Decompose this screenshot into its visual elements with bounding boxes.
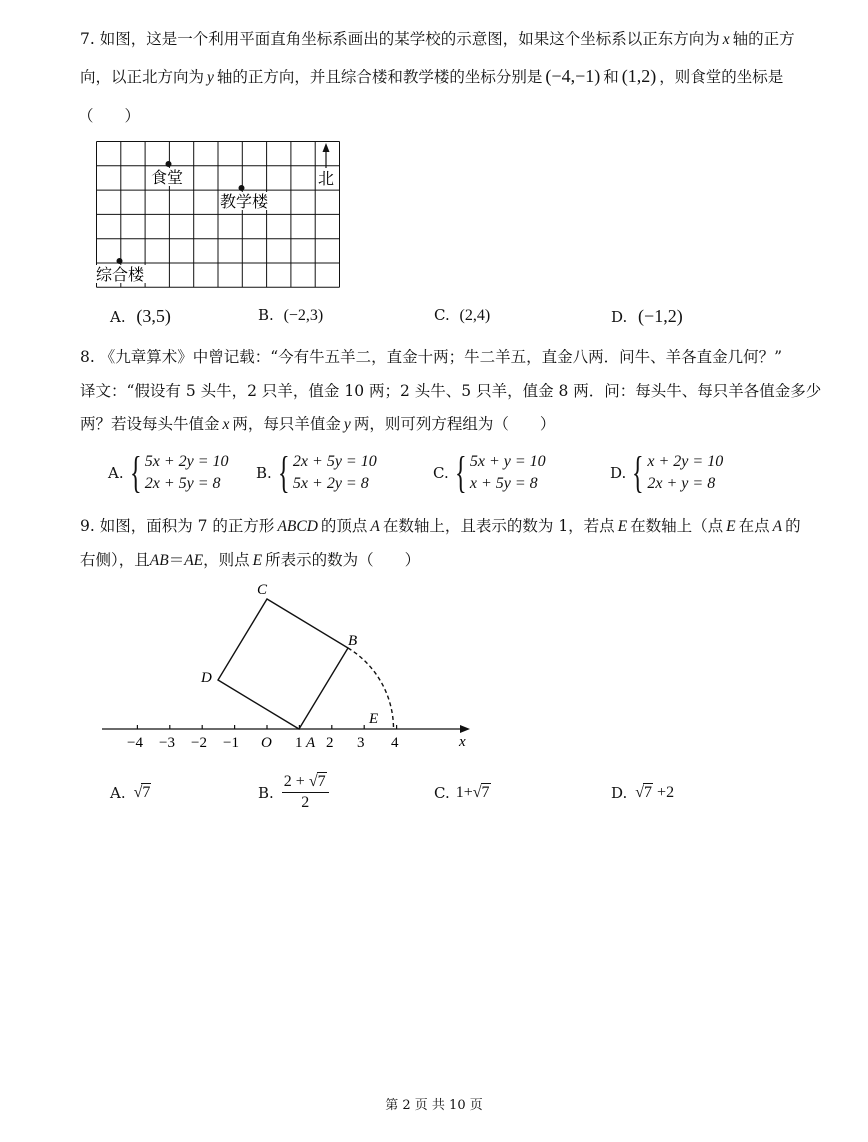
q8-text: 两，则可列方程组为（ ）: [353, 415, 556, 433]
complex-building-label: 综合楼: [96, 267, 145, 284]
q9-text: 的: [785, 517, 801, 535]
x-axis-arrow: [460, 725, 470, 733]
tick-label: −1: [223, 735, 239, 751]
equation-1: 5x + 2y = 10: [144, 453, 229, 470]
segment-ab: AB: [149, 552, 169, 569]
q9-text: 9. 如图，面积为 7 的正方形: [80, 517, 275, 535]
option-label: C.: [434, 306, 450, 324]
label-c: C: [257, 582, 268, 598]
tick-label: −4: [127, 735, 143, 751]
equation-2: x + 5y = 8: [469, 475, 538, 492]
sqrt-expression: √7: [635, 784, 653, 801]
denominator: 2: [301, 794, 310, 811]
radicand: 7: [317, 773, 326, 790]
equation-1: x + 2y = 10: [647, 453, 724, 470]
canteen-point: [166, 161, 172, 167]
q7-bracket: （ ）: [78, 107, 141, 125]
label-o: O: [261, 735, 272, 751]
equation-1: 5x + y = 10: [469, 453, 546, 470]
equation-system: [647, 451, 723, 495]
y-var: y: [343, 416, 351, 433]
q7-option-a[interactable]: [110, 306, 171, 327]
option-label: D.: [611, 308, 628, 326]
teaching-building-label: 教学楼: [220, 194, 269, 211]
canteen-label: 食堂: [151, 170, 184, 187]
q8-option-c[interactable]: [433, 448, 546, 497]
option-label: C.: [433, 464, 449, 482]
q9-text: 在点: [738, 517, 770, 535]
q8-line2: 译文：“假设有 5 头牛，2 只羊，值金 10 两；2 头牛、5 只羊，值金 8 两．问：每头牛、每只羊各值金多少: [80, 382, 822, 400]
teaching-building-point: [239, 185, 245, 191]
q9-text: 的顶点: [320, 517, 368, 535]
equation-2: 2x + y = 8: [647, 475, 716, 492]
q8-text: 两？若设每头牛值金: [80, 415, 220, 433]
option-value: (−1,2): [638, 306, 683, 326]
numerator: 2 + √7: [282, 773, 329, 793]
equation-2: 2x + 5y = 8: [144, 475, 221, 492]
radicand: 7: [481, 784, 490, 801]
q9-text: ，则点: [203, 551, 250, 569]
brace-icon: {: [277, 448, 290, 497]
q9-option-d[interactable]: [611, 784, 674, 802]
label-a: A: [306, 735, 316, 751]
q7-option-c[interactable]: [434, 306, 490, 325]
q7-text: 和: [603, 68, 619, 86]
tick-label: −2: [191, 735, 207, 751]
q7-text: 7. 如图，这是一个利用平面直角坐标系画出的某学校的示意图，如果这个坐标系以正东方向为: [80, 30, 720, 48]
q7-line1: [80, 29, 795, 50]
sqrt-expression: √7: [133, 784, 151, 801]
q7-option-d[interactable]: [611, 306, 683, 327]
q8-text: 两，每只羊值金: [232, 415, 341, 433]
q9-option-b[interactable]: [258, 773, 329, 812]
brace-icon: {: [632, 448, 644, 497]
q9-text: 右侧），且: [80, 551, 150, 569]
point-e-ref: E: [252, 552, 263, 569]
q7-line2: [80, 66, 783, 88]
q9-line2: [80, 550, 420, 571]
radicand: 7: [644, 784, 653, 801]
y-var: y: [207, 69, 214, 86]
north-arrow-head: [323, 143, 330, 152]
option-value: (−2,3): [283, 307, 324, 324]
square-name: ABCD: [277, 518, 318, 535]
q8-line1: 8. 《九章算术》中曾记载：“今有牛五羊二，直金十两；牛二羊五，直金八两．问牛、羊各直金几何？”: [80, 348, 783, 366]
equation-2: 5x + 2y = 8: [292, 475, 369, 492]
option-label: B.: [258, 783, 274, 802]
option-label: D.: [610, 464, 627, 482]
page-footer: 第 2 页 共 10 页: [385, 1098, 483, 1113]
label-e: E: [369, 711, 379, 727]
prefix: 1+: [455, 784, 473, 801]
north-label: 北: [318, 171, 335, 188]
point-e-ref: E: [726, 518, 736, 535]
brace-icon: {: [129, 448, 142, 497]
equals-sign: ＝: [168, 551, 185, 569]
label-x: x: [459, 734, 466, 750]
option-label: B.: [256, 464, 272, 482]
option-label: B.: [258, 306, 274, 324]
option-value: (2,4): [459, 307, 491, 324]
q8-option-a[interactable]: [108, 448, 229, 497]
q8-line3: [80, 414, 555, 435]
q9-text: 在数轴上（点: [630, 517, 724, 535]
complex-building-point: [117, 258, 123, 264]
equation-1: 2x + 5y = 10: [292, 453, 377, 470]
radicand: 7: [142, 784, 151, 801]
school-map: [95, 140, 345, 290]
q7-text: ，则食堂的坐标是: [659, 68, 784, 86]
equation-system: [145, 451, 229, 495]
point-a-ref: A: [772, 518, 783, 535]
q9-line1: [80, 516, 801, 537]
point-a-ref: A: [370, 518, 380, 535]
q7-text: 轴的正方向，并且综合楼和教学楼的坐标分别是: [216, 68, 543, 86]
sqrt-expression: √7: [472, 784, 490, 801]
equation-system: [470, 451, 546, 495]
suffix: +2: [653, 784, 675, 801]
label-b: B: [348, 633, 358, 649]
point-e-ref: E: [617, 518, 628, 535]
q8-option-b[interactable]: [256, 448, 377, 497]
x-var: x: [222, 416, 230, 433]
q7-text: 轴的正方: [732, 30, 795, 48]
option-label: D.: [611, 784, 628, 802]
tick-label: 3: [357, 735, 365, 751]
segment-ae: AE: [184, 552, 204, 569]
q9-option-a[interactable]: [110, 784, 151, 802]
option-label: C.: [434, 784, 450, 802]
option-label: A.: [110, 308, 126, 326]
coord-complex: (−4,−1): [545, 66, 601, 86]
numerator-prefix: 2 +: [283, 773, 309, 790]
coord-teaching: (1,2): [621, 66, 657, 86]
tick-label: 2: [326, 735, 334, 751]
q9-option-c[interactable]: [434, 784, 491, 802]
option-value: (3,5): [136, 306, 171, 326]
label-d: D: [201, 670, 212, 686]
q9-text: 所表示的数为（ ）: [265, 551, 421, 569]
option-label: A.: [108, 464, 124, 482]
tick-label: −3: [159, 735, 175, 751]
q7-text: 向，以正北方向为: [80, 68, 205, 86]
number-line-figure: [98, 576, 478, 756]
tick-label: 4: [391, 735, 399, 751]
option-label: A.: [110, 784, 126, 802]
q9-text: 在数轴上，且表示的数为 1，若点: [382, 517, 615, 535]
q7-option-b[interactable]: [258, 306, 323, 325]
square-abcd: [218, 599, 348, 729]
fraction: [282, 773, 329, 812]
equation-system: [293, 451, 377, 495]
x-var: x: [722, 31, 730, 48]
q8-option-d[interactable]: [610, 448, 724, 497]
brace-icon: {: [454, 448, 467, 497]
tick-label: 1: [295, 735, 303, 751]
